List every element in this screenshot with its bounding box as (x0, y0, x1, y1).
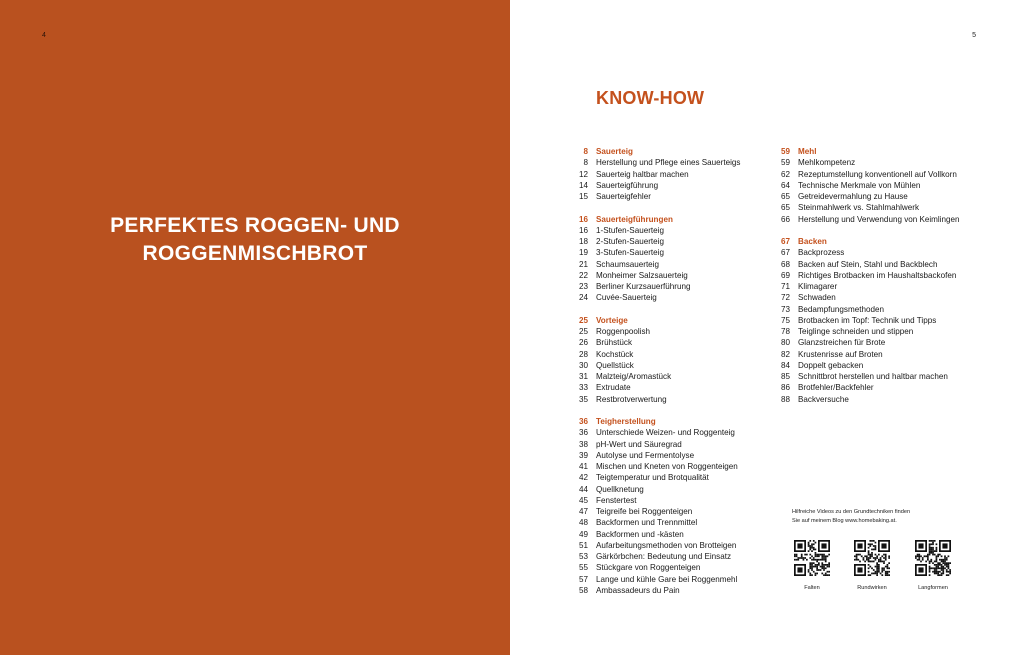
toc-entry-title: Extrudate (596, 383, 631, 393)
toc-page-number: 18 (578, 237, 588, 247)
toc-entry-title: Lange und kühle Gare bei Roggenmehl (596, 574, 738, 584)
toc-page-number: 82 (780, 349, 790, 359)
toc-page-number: 22 (578, 270, 588, 280)
toc-entry-title: Mehlkompetenz (798, 158, 856, 168)
toc-entry (562, 529, 767, 540)
toc-entry-title: Kochstück (596, 349, 634, 359)
toc-entry (764, 337, 1004, 348)
toc-entry-title: Quellknetung (596, 484, 644, 494)
toc-entry-title: 1-Stufen-Sauerteig (596, 225, 664, 235)
toc-entry-title: Backversuche (798, 394, 849, 404)
toc-entry-title: Backformen und -kästen (596, 529, 684, 539)
toc-section-heading (562, 416, 767, 427)
toc-page-number: 47 (578, 507, 588, 517)
toc-entry (764, 180, 1004, 191)
video-note-line-1: Hilfreiche Videos zu den Grundtechniken finden (792, 509, 911, 515)
toc-entry (562, 495, 767, 506)
toc-entry-title: Restbrotverwertung (596, 394, 667, 404)
toc-page-number: 55 (578, 563, 588, 573)
toc-page-number: 23 (578, 282, 588, 292)
toc-entry (764, 259, 1004, 270)
toc-entry-title: Sauerteig (596, 147, 633, 156)
toc-page-number: 25 (578, 327, 588, 337)
toc-entry-title: Teigreife bei Roggenteigen (596, 507, 693, 517)
toc-section (562, 214, 767, 304)
toc-page-number: 44 (578, 484, 588, 494)
toc-entry (764, 394, 1004, 405)
toc-entry-title: Gärkörbchen: Bedeutung und Einsatz (596, 552, 731, 562)
toc-entry-title: Herstellung und Pflege eines Sauerteigs (596, 158, 741, 168)
toc-page-number: 78 (780, 327, 790, 337)
toc-entry-title: Klimagarer (798, 282, 838, 292)
toc-entry (764, 382, 1004, 393)
toc-entry-title: Backen auf Stein, Stahl und Backblech (798, 259, 938, 269)
toc-column-right (764, 146, 1004, 416)
qr-label: Falten (804, 585, 820, 591)
toc-page-number: 58 (578, 585, 588, 595)
toc-entry-title: Stückgare von Roggenteigen (596, 563, 701, 573)
toc-entry (764, 157, 1004, 168)
toc-section (562, 315, 767, 405)
toc-entry-title: Backformen und Trennmittel (596, 518, 698, 528)
chapter-title (40, 212, 470, 268)
toc-entry-title: Fenstertest (596, 495, 637, 505)
toc-entry (562, 551, 767, 562)
toc-entry-title: Teigherstellung (596, 417, 656, 427)
toc-entry (562, 450, 767, 461)
toc-page-number: 36 (578, 428, 588, 438)
toc-entry (764, 304, 1004, 315)
qr-falten[interactable] (792, 540, 832, 591)
toc-entry (764, 326, 1004, 337)
toc-entry (562, 562, 767, 573)
toc-page-number: 85 (780, 372, 790, 382)
qr-langformen[interactable] (913, 540, 953, 591)
toc-entry (562, 225, 767, 236)
right-page (510, 0, 1020, 655)
toc-page-number: 69 (780, 270, 790, 280)
toc-page-number: 15 (578, 192, 588, 201)
toc-entry (764, 202, 1004, 213)
toc-page-number: 49 (578, 529, 588, 539)
toc-page-number: 33 (578, 383, 588, 393)
toc-entry-title: Schaumsauerteig (596, 259, 659, 269)
toc-entry (562, 270, 767, 281)
toc-entry (764, 315, 1004, 326)
qr-code-icon (852, 540, 892, 576)
toc-entry-title: Brotbacken im Topf: Technik und Tipps (798, 315, 937, 325)
toc-page-number: 45 (578, 495, 588, 505)
toc-page-number: 67 (780, 237, 790, 247)
toc-page-number: 30 (578, 360, 588, 370)
toc-page-number: 75 (780, 315, 790, 325)
toc-page-number: 39 (578, 450, 588, 460)
toc-section-heading (764, 236, 1004, 247)
toc-entry (562, 439, 767, 450)
section-title: KNOW-HOW (596, 88, 705, 108)
toc-page-number: 26 (578, 338, 588, 348)
toc-page-number: 28 (578, 349, 588, 359)
toc-page-number: 59 (780, 147, 790, 156)
toc-page-number: 16 (578, 225, 588, 235)
toc-page-number: 36 (578, 417, 588, 427)
chapter-title-line-2: ROGGENMISCHBROT (142, 242, 368, 265)
toc-entry (764, 270, 1004, 281)
qr-label: Langformen (918, 585, 948, 591)
toc-page-number: 14 (578, 180, 588, 190)
video-note-line-2: Sie auf meinem Blog www.homebaking.at. (792, 518, 897, 524)
toc-entry (562, 236, 767, 247)
toc-page-number: 64 (780, 180, 790, 190)
toc-entry-title: Technische Merkmale von Mühlen (798, 180, 921, 190)
toc-page-number: 8 (583, 158, 588, 168)
toc-entry-title: Mehl (798, 147, 817, 156)
toc-entry (562, 484, 767, 495)
toc-page-number: 53 (578, 552, 588, 562)
toc-entry-title: Herstellung und Verwendung von Keimlingen (798, 214, 960, 224)
toc-section (764, 236, 1004, 405)
toc-entry (764, 191, 1004, 202)
toc-entry-title: 3-Stufen-Sauerteig (596, 248, 664, 258)
video-note (792, 508, 1002, 526)
toc-section-heading (562, 315, 767, 326)
toc-entry (562, 461, 767, 472)
toc-page-number: 67 (780, 248, 790, 258)
toc-entry (562, 292, 767, 303)
toc-entry (764, 292, 1004, 303)
toc-entry (764, 169, 1004, 180)
toc-page-number: 35 (578, 394, 588, 404)
toc-page-number: 8 (583, 147, 588, 156)
toc-section (562, 146, 767, 202)
toc-entry (764, 281, 1004, 292)
toc-entry-title: Teigtemperatur und Brotqualität (596, 473, 709, 483)
toc-entry (562, 585, 767, 596)
toc-page-number: 88 (780, 394, 790, 404)
toc-entry (562, 191, 767, 202)
toc-entry (764, 214, 1004, 225)
toc-entry-title: Aufarbeitungsmethoden von Brotteigen (596, 540, 737, 550)
toc-entry-title: Krustenrisse auf Broten (798, 349, 883, 359)
toc-page-number: 24 (578, 293, 588, 303)
toc-entry (562, 247, 767, 258)
toc-entry (562, 472, 767, 483)
toc-section-heading (562, 146, 767, 157)
toc-page-number: 19 (578, 248, 588, 258)
toc-entry (562, 574, 767, 585)
toc-entry-title: Roggenpoolish (596, 327, 651, 337)
toc-page-number: 73 (780, 304, 790, 314)
toc-page-number: 25 (578, 315, 588, 325)
toc-page-number: 16 (578, 214, 588, 224)
toc-page-number: 66 (780, 214, 790, 224)
toc-entry-title: Sauerteigfehler (596, 192, 651, 201)
toc-entry-title: Schwaden (798, 293, 836, 303)
qr-rundwirken[interactable] (852, 540, 892, 591)
toc-entry-title: Berliner Kurzsauerführung (596, 282, 691, 292)
toc-page-number: 59 (780, 158, 790, 168)
toc-page-number: 12 (578, 169, 588, 179)
toc-section-heading (562, 214, 767, 225)
toc-entry-title: Malzteig/Aromastück (596, 372, 672, 382)
toc-entry-title: Backprozess (798, 248, 845, 258)
toc-entry-title: Unterschiede Weizen- und Roggenteig (596, 428, 735, 438)
toc-entry (562, 360, 767, 371)
toc-page-number: 51 (578, 540, 588, 550)
toc-entry (562, 349, 767, 360)
toc-page-number: 21 (578, 259, 588, 269)
chapter-title-line-1: PERFEKTES ROGGEN- UND (110, 214, 400, 237)
toc-entry (764, 247, 1004, 258)
toc-column-left (562, 146, 767, 607)
toc-entry-title: Autolyse und Fermentolyse (596, 450, 695, 460)
toc-page-number: 72 (780, 293, 790, 303)
toc-entry (562, 326, 767, 337)
toc-entry (764, 349, 1004, 360)
toc-entry-title: Glanzstreichen für Brote (798, 338, 886, 348)
toc-entry-title: pH-Wert und Säuregrad (596, 439, 682, 449)
toc-entry-title: Quellstück (596, 360, 634, 370)
toc-entry (562, 517, 767, 528)
toc-page-number: 38 (578, 439, 588, 449)
toc-entry-title: Backen (798, 237, 827, 247)
toc-page-number: 68 (780, 259, 790, 269)
toc-entry-title: Vorteige (596, 315, 628, 325)
toc-entry (562, 540, 767, 551)
toc-section (764, 146, 1004, 225)
toc-entry-title: Rezeptumstellung konventionell auf Vollkorn (798, 169, 957, 179)
toc-page-number: 42 (578, 473, 588, 483)
toc-page-number: 41 (578, 462, 588, 472)
toc-entry-title: Mischen und Kneten von Roggenteigen (596, 462, 738, 472)
toc-page-number: 84 (780, 360, 790, 370)
toc-entry (562, 394, 767, 405)
toc-page-number: 71 (780, 282, 790, 292)
toc-entry-title: Richtiges Brotbacken im Haushaltsbackofen (798, 270, 957, 280)
toc-page-number: 65 (780, 192, 790, 201)
toc-entry-title: Brotfehler/Backfehler (798, 383, 874, 393)
toc-entry-title: Teiglinge schneiden und stippen (798, 327, 914, 337)
toc-entry (764, 360, 1004, 371)
toc-entry-title: Steinmahlwerk vs. Stahlmahlwerk (798, 203, 919, 213)
toc-section (562, 416, 767, 596)
page-number-right: 5 (972, 32, 976, 39)
toc-entry-title: Bedampfungsmethoden (798, 304, 884, 314)
toc-entry-title: Schnittbrot herstellen und haltbar machen (798, 372, 948, 382)
toc-entry-title: Sauerteigführung (596, 180, 659, 190)
toc-entry-title: Sauerteigführungen (596, 214, 673, 224)
toc-entry (562, 180, 767, 191)
toc-entry (562, 506, 767, 517)
page-number-left: 4 (42, 32, 46, 39)
toc-entry-title: Cuvée-Sauerteig (596, 293, 657, 303)
toc-entry (562, 169, 767, 180)
toc-entry-title: 2-Stufen-Sauerteig (596, 237, 664, 247)
toc-entry-title: Getreidevermahlung zu Hause (798, 192, 908, 201)
toc-entry (562, 371, 767, 382)
toc-section-heading (764, 146, 1004, 157)
toc-entry (764, 371, 1004, 382)
toc-page-number: 62 (780, 169, 790, 179)
toc-entry (562, 157, 767, 168)
toc-entry (562, 337, 767, 348)
toc-entry-title: Sauerteig haltbar machen (596, 169, 689, 179)
toc-entry-title: Brühstück (596, 338, 632, 348)
qr-label: Rundwirken (857, 585, 887, 591)
toc-entry (562, 382, 767, 393)
toc-page-number: 65 (780, 203, 790, 213)
toc-page-number: 86 (780, 383, 790, 393)
toc-entry-title: Monheimer Salzsauerteig (596, 270, 688, 280)
toc-page-number: 57 (578, 574, 588, 584)
toc-entry (562, 259, 767, 270)
toc-page-number: 48 (578, 518, 588, 528)
toc-entry (562, 427, 767, 438)
toc-entry-title: Doppelt gebacken (798, 360, 864, 370)
qr-code-icon (792, 540, 832, 576)
toc-page-number: 31 (578, 372, 588, 382)
toc-entry (562, 281, 767, 292)
toc-page-number: 80 (780, 338, 790, 348)
qr-code-icon (913, 540, 953, 576)
toc-entry-title: Ambassadeurs du Pain (596, 585, 680, 595)
